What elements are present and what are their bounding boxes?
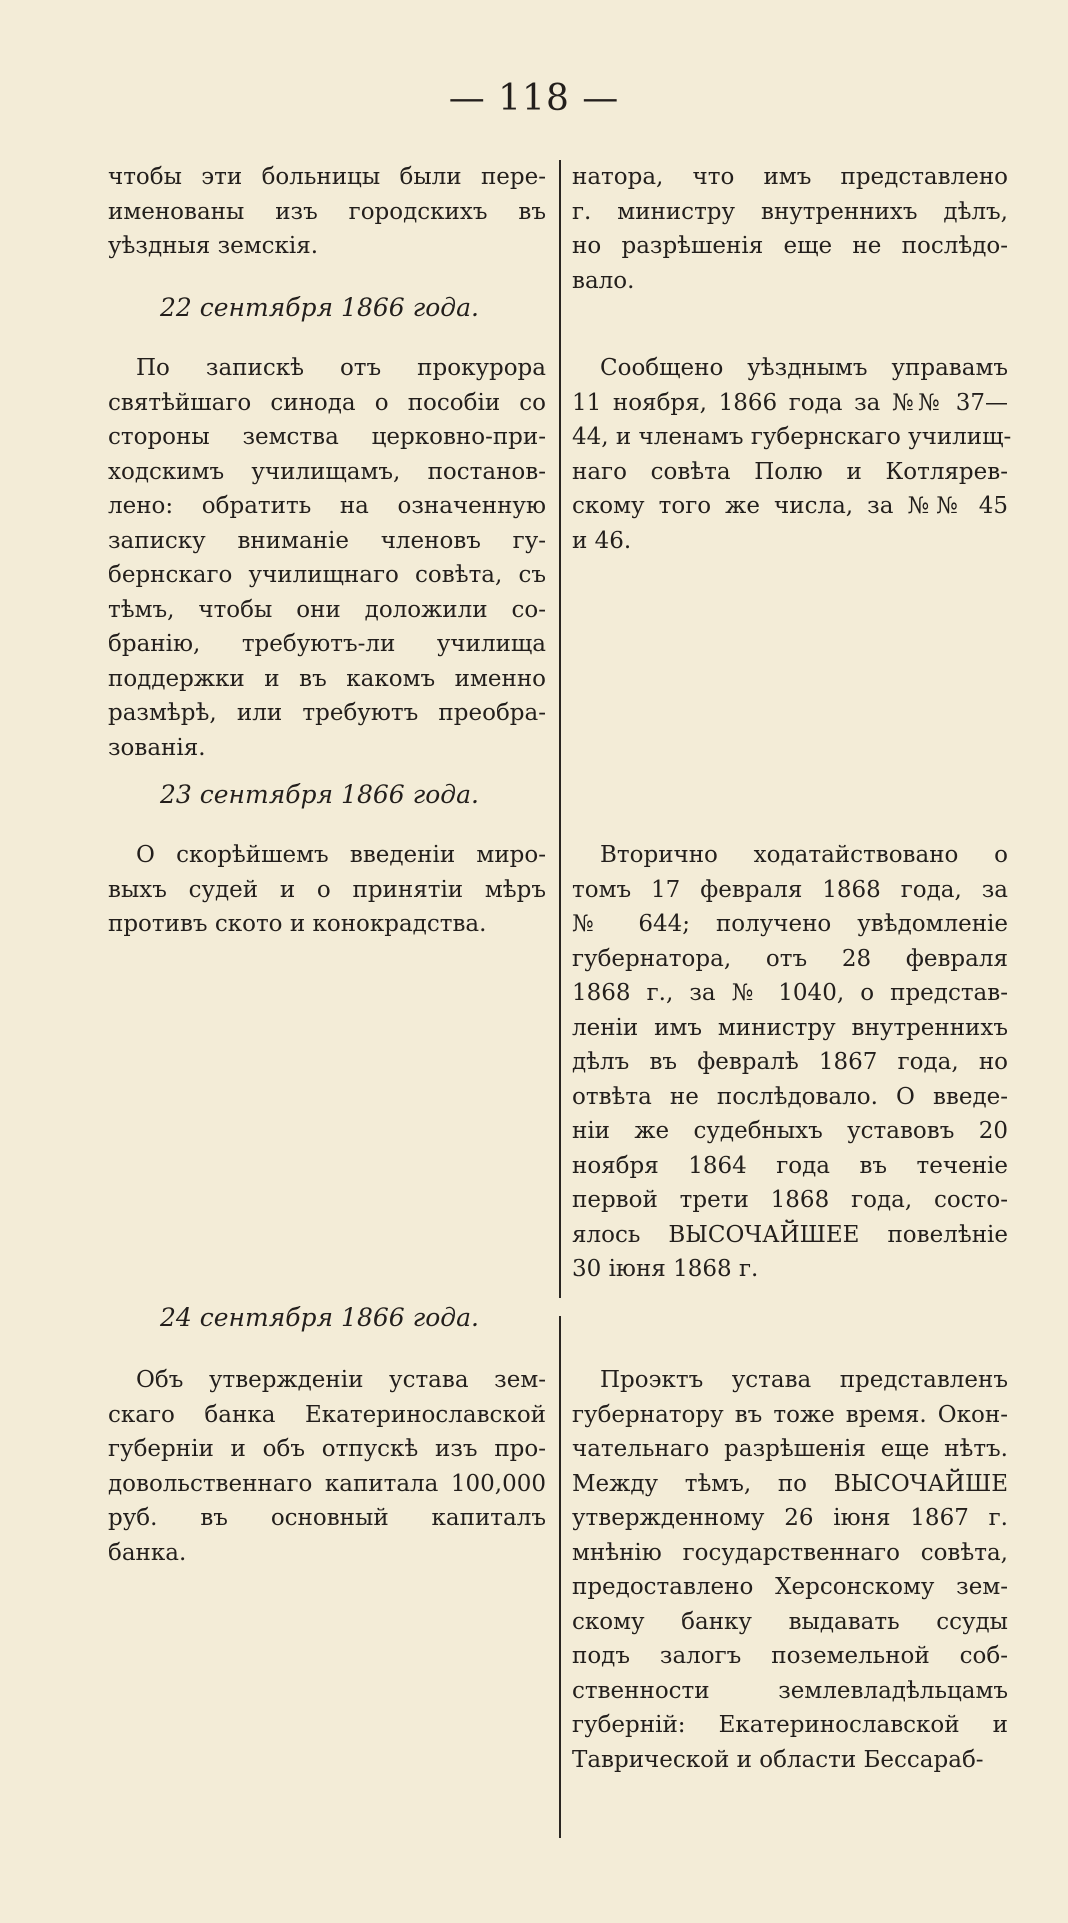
text-line: Вторично ходатайствовано о: [600, 842, 1008, 868]
text-line: губернатору въ тоже время. Окон-: [572, 1401, 1008, 1428]
text-line: бранію, требуютъ-ли училища: [108, 631, 546, 657]
text-line: святѣйшаго синода о пособіи со: [108, 389, 546, 416]
text-line: скому того же числа, за №№ 45: [572, 493, 1008, 519]
text-line: утвержденному 26 іюня 1867 г.: [572, 1505, 1008, 1531]
text-line: противъ ското и конокрадства.: [108, 911, 487, 937]
column-divider-bottom: [559, 1316, 561, 1838]
left-paragraph-1: [108, 351, 546, 765]
text-line: подъ залогъ поземельной соб-: [572, 1643, 1008, 1669]
text-line: ходскимъ училищамъ, постанов-: [108, 458, 546, 485]
left-date-heading-2: 23 сентября 1866 года.: [160, 780, 479, 809]
left-paragraph-2: [108, 838, 546, 942]
text-line: мнѣнію государственнаго совѣта,: [572, 1539, 1008, 1566]
text-line: № 644; получено увѣдомленіе: [572, 911, 1008, 937]
text-line: 11 ноября, 1866 года за №№ 37—: [572, 389, 1008, 416]
text-line: По запискѣ отъ прокурора: [136, 355, 546, 381]
text-line: ніи же судебныхъ уставовъ 20: [572, 1118, 1008, 1144]
text-line: размѣрѣ, или требуютъ преобра-: [108, 700, 546, 726]
text-line: Проэктъ устава представленъ: [600, 1367, 1008, 1393]
text-line: но разрѣшенія еще не послѣдо-: [572, 233, 1008, 259]
text-line: г. министру внутреннихъ дѣлъ,: [572, 198, 1008, 225]
text-line: чтобы эти больницы были пере-: [108, 164, 546, 190]
text-line: 44, и членамъ губернскаго училищ-: [572, 424, 1012, 450]
text-line: бернскаго училищнаго совѣта, съ: [108, 562, 546, 588]
text-line: чательнаго разрѣшенія еще нѣтъ.: [572, 1436, 1008, 1462]
text-line: банка.: [108, 1539, 187, 1566]
text-line: 1868 г., за № 1040, о представ-: [572, 980, 1008, 1006]
text-line: отвѣта не послѣдовало. О введе-: [572, 1083, 1008, 1110]
text-line: первой трети 1868 года, состо-: [572, 1187, 1008, 1213]
page-number: — 118 —: [448, 78, 620, 119]
text-line: Таврической и области Бессараб-: [572, 1746, 984, 1773]
text-line: томъ 17 февраля 1868 года, за: [572, 876, 1008, 903]
text-line: ялось ВЫСОЧАЙШЕЕ повелѣніе: [572, 1221, 1008, 1248]
text-line: стороны земства церковно-при-: [108, 424, 546, 450]
text-line: записку вниманіе членовъ гу-: [108, 527, 546, 554]
left-date-heading-3: 24 сентября 1866 года.: [160, 1303, 479, 1332]
text-line: скому банку выдавать ссуды: [572, 1608, 1008, 1635]
left-paragraph-3: [108, 1363, 546, 1570]
text-line: Между тѣмъ, по ВЫСОЧАЙШЕ: [572, 1470, 1008, 1497]
text-line: руб. въ основный капиталъ: [108, 1505, 546, 1531]
text-line: 30 іюня 1868 г.: [572, 1256, 759, 1282]
text-line: довольственнаго капитала 100,000: [108, 1470, 546, 1497]
text-line: ственности землевладѣльцамъ: [572, 1677, 1008, 1704]
text-line: тѣмъ, чтобы они доложили со-: [108, 596, 546, 623]
right-paragraph-2: [572, 838, 1008, 1287]
text-line: О скорѣйшемъ введеніи миро-: [136, 842, 546, 868]
text-line: предоставлено Херсонскому зем-: [572, 1574, 1008, 1600]
text-line: и 46.: [572, 527, 632, 554]
text-line: Объ утвержденіи устава зем-: [136, 1367, 546, 1393]
text-line: губернатора, отъ 28 февраля: [572, 945, 1008, 972]
text-line: лено: обратить на означенную: [108, 493, 546, 519]
text-line: натора, что имъ представлено: [572, 164, 1008, 190]
text-line: вало.: [572, 267, 635, 294]
text-line: выхъ судей и о принятіи мѣръ: [108, 876, 546, 903]
text-line: губерніи и объ отпускѣ изъ про-: [108, 1436, 546, 1462]
text-line: зованія.: [108, 734, 206, 761]
right-paragraph-1: [572, 351, 1012, 558]
text-line: губерній: Екатеринославской и: [572, 1712, 1008, 1738]
left-date-heading-1: 22 сентября 1866 года.: [160, 293, 479, 322]
text-line: леніи имъ министру внутреннихъ: [572, 1014, 1008, 1041]
text-line: ноября 1864 года въ теченіе: [572, 1152, 1008, 1179]
text-line: Сообщено уѣзднымъ управамъ: [600, 355, 1008, 381]
left-paragraph-0: [108, 160, 546, 264]
text-line: наго совѣта Полю и Котлярев-: [572, 458, 1008, 485]
right-paragraph-3: [572, 1363, 1008, 1777]
text-line: именованы изъ городскихъ въ: [108, 198, 546, 225]
text-line: уѣздныя земскія.: [108, 233, 319, 259]
column-divider-top: [559, 160, 561, 1298]
text-line: поддержки и въ какомъ именно: [108, 665, 546, 692]
text-line: скаго банка Екатеринославской: [108, 1401, 546, 1428]
right-paragraph-0: [572, 160, 1008, 298]
text-line: дѣлъ въ февралѣ 1867 года, но: [572, 1049, 1008, 1075]
